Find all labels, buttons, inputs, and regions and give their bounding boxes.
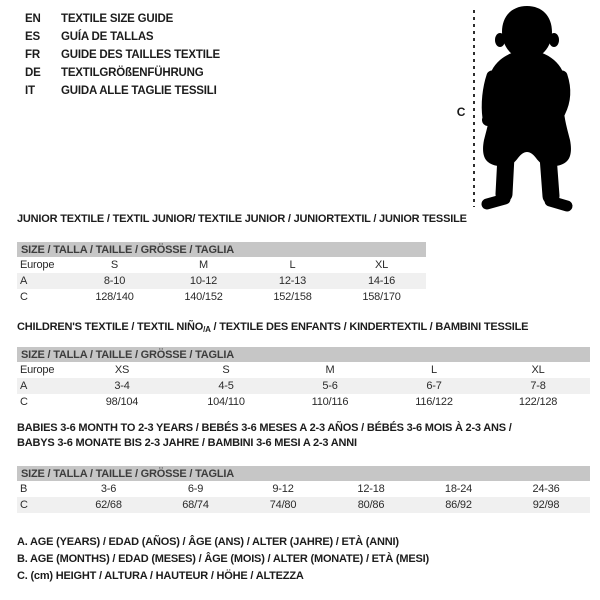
size-cell: S	[222, 364, 230, 376]
babies-section-title	[17, 421, 512, 451]
row-label: B	[20, 483, 28, 495]
size-cell: 7-8	[486, 378, 590, 394]
language-row-en	[25, 10, 220, 28]
children-section-title	[17, 320, 528, 337]
language-row-it	[25, 82, 220, 100]
size-cell: M	[325, 364, 335, 376]
size-cell: 8-10	[70, 273, 159, 289]
size-header-bar	[17, 466, 590, 481]
row-label: A	[17, 378, 70, 394]
size-cell: 98/104	[105, 396, 139, 408]
language-row-de	[25, 64, 220, 82]
row-label: A	[17, 273, 70, 289]
title-line-1: BABIES 3-6 MONTH TO 2-3 YEARS / BEBÉS 3-6 MESES A 2-3 AÑOS / BÉBÉS 3-6 MOIS À 2-3 ANS /	[17, 422, 512, 434]
table-row-height	[17, 289, 426, 305]
title-text: / TEXTILE DES ENFANTS / KINDERTEXTIL / BAMBINI TESSILE	[210, 321, 529, 333]
size-cell: 158/170	[362, 291, 401, 303]
size-cell: XS	[114, 364, 130, 376]
table-row-age	[17, 378, 590, 394]
size-cell: 92/98	[502, 497, 590, 513]
row-label: C	[20, 396, 28, 408]
baby-icon	[482, 6, 571, 206]
junior-size-table	[17, 242, 426, 305]
row-label: Europe	[20, 259, 55, 271]
footnote-age-years: A. AGE (YEARS) / EDAD (AÑOS) / ÂGE (ANS) / ALTER (JAHRE) / ETÀ (ANNI)	[17, 536, 399, 548]
title-subscript: /A	[203, 325, 211, 334]
table-row-europe	[17, 362, 590, 378]
size-cell: 140/152	[184, 291, 223, 303]
junior-section-title: JUNIOR TEXTILE / TEXTIL JUNIOR/ TEXTILE JUNIOR / JUNIORTEXTIL / JUNIOR TESSILE	[17, 213, 467, 225]
table-row-age	[17, 273, 426, 289]
language-title: TEXTILE SIZE GUIDE	[61, 13, 174, 25]
language-code: ES	[25, 31, 40, 43]
size-cell: 12-13	[248, 273, 337, 289]
size-header-label: SIZE / TALLA / TAILLE / GRÖSSE / TAGLIA	[17, 347, 590, 362]
table-row-height	[17, 497, 590, 513]
size-cell: 6-7	[382, 378, 486, 394]
size-cell: 6-9	[187, 483, 204, 495]
size-cell: 14-16	[337, 273, 426, 289]
size-cell: 110/116	[311, 396, 349, 408]
size-cell: S	[110, 259, 119, 271]
size-cell: 74/80	[239, 497, 327, 513]
size-cell: 80/86	[327, 497, 415, 513]
size-cell: 5-6	[278, 378, 382, 394]
language-code: DE	[25, 67, 41, 79]
row-label: C	[17, 497, 65, 513]
size-cell: XL	[531, 364, 545, 376]
size-cell: 116/122	[415, 396, 453, 408]
language-header	[25, 10, 220, 100]
size-cell: 18-24	[444, 483, 473, 495]
size-cell: 3-4	[70, 378, 174, 394]
size-cell: 3-6	[100, 483, 117, 495]
size-cell: 86/92	[415, 497, 502, 513]
size-cell: 24-36	[532, 483, 560, 495]
language-code: IT	[25, 85, 35, 97]
title-text: CHILDREN'S TEXTILE / TEXTIL NIÑO	[17, 321, 204, 333]
size-cell: 62/68	[65, 497, 152, 513]
babies-size-table	[17, 466, 590, 513]
language-code: FR	[25, 49, 40, 61]
title-line-2: BABYS 3-6 MONATE BIS 2-3 JAHRE / BAMBINI 3-6 MESI A 2-3 ANNI	[17, 437, 357, 449]
size-cell: 104/110	[207, 396, 245, 408]
size-cell: 12-18	[357, 483, 385, 495]
size-cell: 152/158	[273, 291, 312, 303]
size-cell: 68/74	[152, 497, 239, 513]
table-row-months	[17, 481, 590, 497]
size-cell: 10-12	[159, 273, 248, 289]
row-label: Europe	[20, 364, 55, 376]
legend-footnotes	[17, 534, 429, 585]
children-size-table	[17, 347, 590, 410]
size-cell: L	[431, 364, 437, 376]
size-cell: 128/140	[95, 291, 134, 303]
size-cell: XL	[375, 259, 389, 271]
language-row-fr	[25, 46, 220, 64]
language-title: GUIDE DES TAILLES TEXTILE	[61, 49, 220, 61]
table-row-height	[17, 394, 590, 410]
size-cell: 4-5	[174, 378, 278, 394]
language-title: GUÍA DE TALLAS	[61, 31, 154, 43]
size-cell: M	[199, 259, 208, 271]
language-code: EN	[25, 13, 41, 25]
size-cell: 122/128	[518, 396, 558, 408]
language-title: GUIDA ALLE TAGLIE TESSILI	[61, 85, 217, 97]
size-header-bar	[17, 347, 590, 362]
size-header-label: SIZE / TALLA / TAILLE / GRÖSSE / TAGLIA	[17, 242, 426, 257]
footnote-height-cm: C. (cm) HEIGHT / ALTURA / HAUTEUR / HÖHE / ALTEZZA	[17, 570, 304, 582]
size-header-label: SIZE / TALLA / TAILLE / GRÖSSE / TAGLIA	[17, 466, 590, 481]
size-cell: L	[289, 259, 296, 271]
size-header-bar	[17, 242, 426, 257]
table-row-europe	[17, 257, 426, 273]
size-cell: 9-12	[272, 483, 294, 495]
footnote-age-months: B. AGE (MONTHS) / EDAD (MESES) / ÂGE (MOIS) / ALTER (MONATE) / ETÀ (MESI)	[17, 553, 429, 565]
baby-silhouette-figure	[452, 4, 600, 214]
language-row-es	[25, 28, 220, 46]
height-measure-label: C	[456, 105, 466, 119]
row-label: C	[20, 291, 28, 303]
language-title: TEXTILGRÖßENFÜHRUNG	[61, 67, 204, 79]
